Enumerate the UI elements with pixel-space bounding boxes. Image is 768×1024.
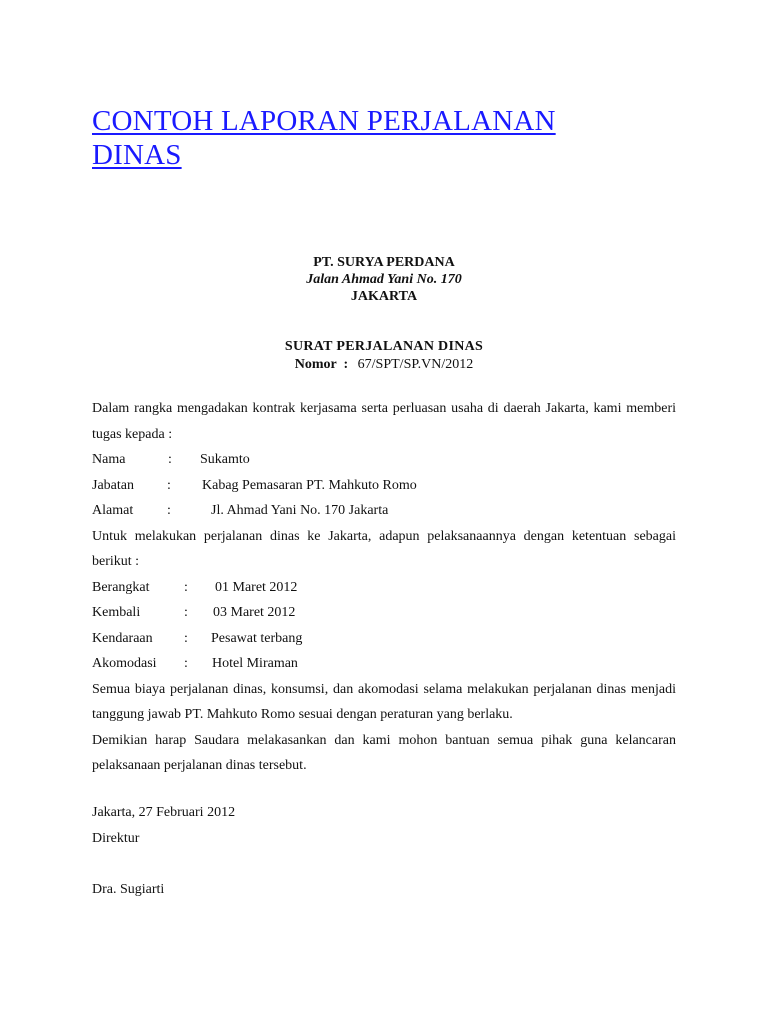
schedule-departure-row <box>92 575 676 601</box>
request-paragraph: Demikian harap Saudara melakasankan dan kami mohon bantuan semua pihak guna kelancaran pelaksanaan perjalanan dinas tersebut. <box>92 732 676 773</box>
costs-paragraph: Semua biaya perjalanan dinas, konsumsi, dan akomodasi selama melakukan perjalanan dinas menjadi tanggung jawab PT. Mahkuto Romo sesuai dengan peraturan yang berlaku. <box>92 681 676 722</box>
field-label: Nama <box>92 452 126 467</box>
company-address: Jalan Ahmad Yani No. 170 <box>306 272 462 287</box>
signature-space <box>92 851 676 877</box>
field-label: Akomodasi <box>92 656 157 671</box>
field-value: Jl. Ahmad Yani No. 170 Jakarta <box>211 503 389 518</box>
place-date: Jakarta, 27 Februari 2012 <box>92 805 236 820</box>
field-value: Pesawat terbang <box>211 630 303 646</box>
field-label: Alamat <box>92 503 134 518</box>
field-label: Jabatan <box>92 477 134 493</box>
assignee-address-row <box>92 498 676 524</box>
letter-body <box>92 396 676 779</box>
assignee-position-row <box>92 473 676 499</box>
schedule-vehicle-row <box>92 626 676 652</box>
field-separator: : <box>168 452 172 467</box>
field-value: 03 Maret 2012 <box>213 605 296 620</box>
letter-title: SURAT PERJALANAN DINAS <box>284 339 484 354</box>
field-value: 01 Maret 2012 <box>215 579 298 595</box>
letter-number-label: Nomor : <box>294 357 349 372</box>
field-separator: : <box>184 630 188 646</box>
letter-number-value: 67/SPT/SP.VN/2012 <box>357 357 474 372</box>
company-city: JAKARTA <box>350 289 418 304</box>
field-separator: : <box>184 656 188 671</box>
schedule-lodging-row <box>92 651 676 677</box>
field-value: Hotel Miraman <box>212 656 298 671</box>
field-separator: : <box>167 503 171 518</box>
letter-heading <box>92 338 676 374</box>
letter-number <box>92 356 676 374</box>
field-value: Kabag Pemasaran PT. Mahkuto Romo <box>202 477 417 493</box>
field-label: Kembali <box>92 605 141 620</box>
field-value: Sukamto <box>200 452 250 467</box>
company-header <box>92 254 676 305</box>
company-name: PT. SURYA PERDANA <box>313 255 455 270</box>
purpose-paragraph: Untuk melakukan perjalanan dinas ke Jakarta, adapun pelaksanaannya dengan ketentuan sebagai berikut : <box>92 528 676 569</box>
document-title[interactable]: CONTOH LAPORAN PERJALANAN DINAS <box>92 105 556 171</box>
assignee-name-row <box>92 447 676 473</box>
field-separator: : <box>167 477 171 493</box>
field-separator: : <box>184 579 188 595</box>
signatory-position: Direktur <box>92 830 140 846</box>
field-label: Berangkat <box>92 579 150 595</box>
schedule-return-row <box>92 600 676 626</box>
intro-paragraph: Dalam rangka mengadakan kontrak kerjasama serta perluasan usaha di daerah Jakarta, kami memberi tugas kepada : <box>92 401 676 442</box>
field-separator: : <box>184 605 188 620</box>
field-label: Kendaraan <box>92 630 153 646</box>
closing-block <box>92 800 676 902</box>
signatory-name: Dra. Sugiarti <box>92 881 165 897</box>
